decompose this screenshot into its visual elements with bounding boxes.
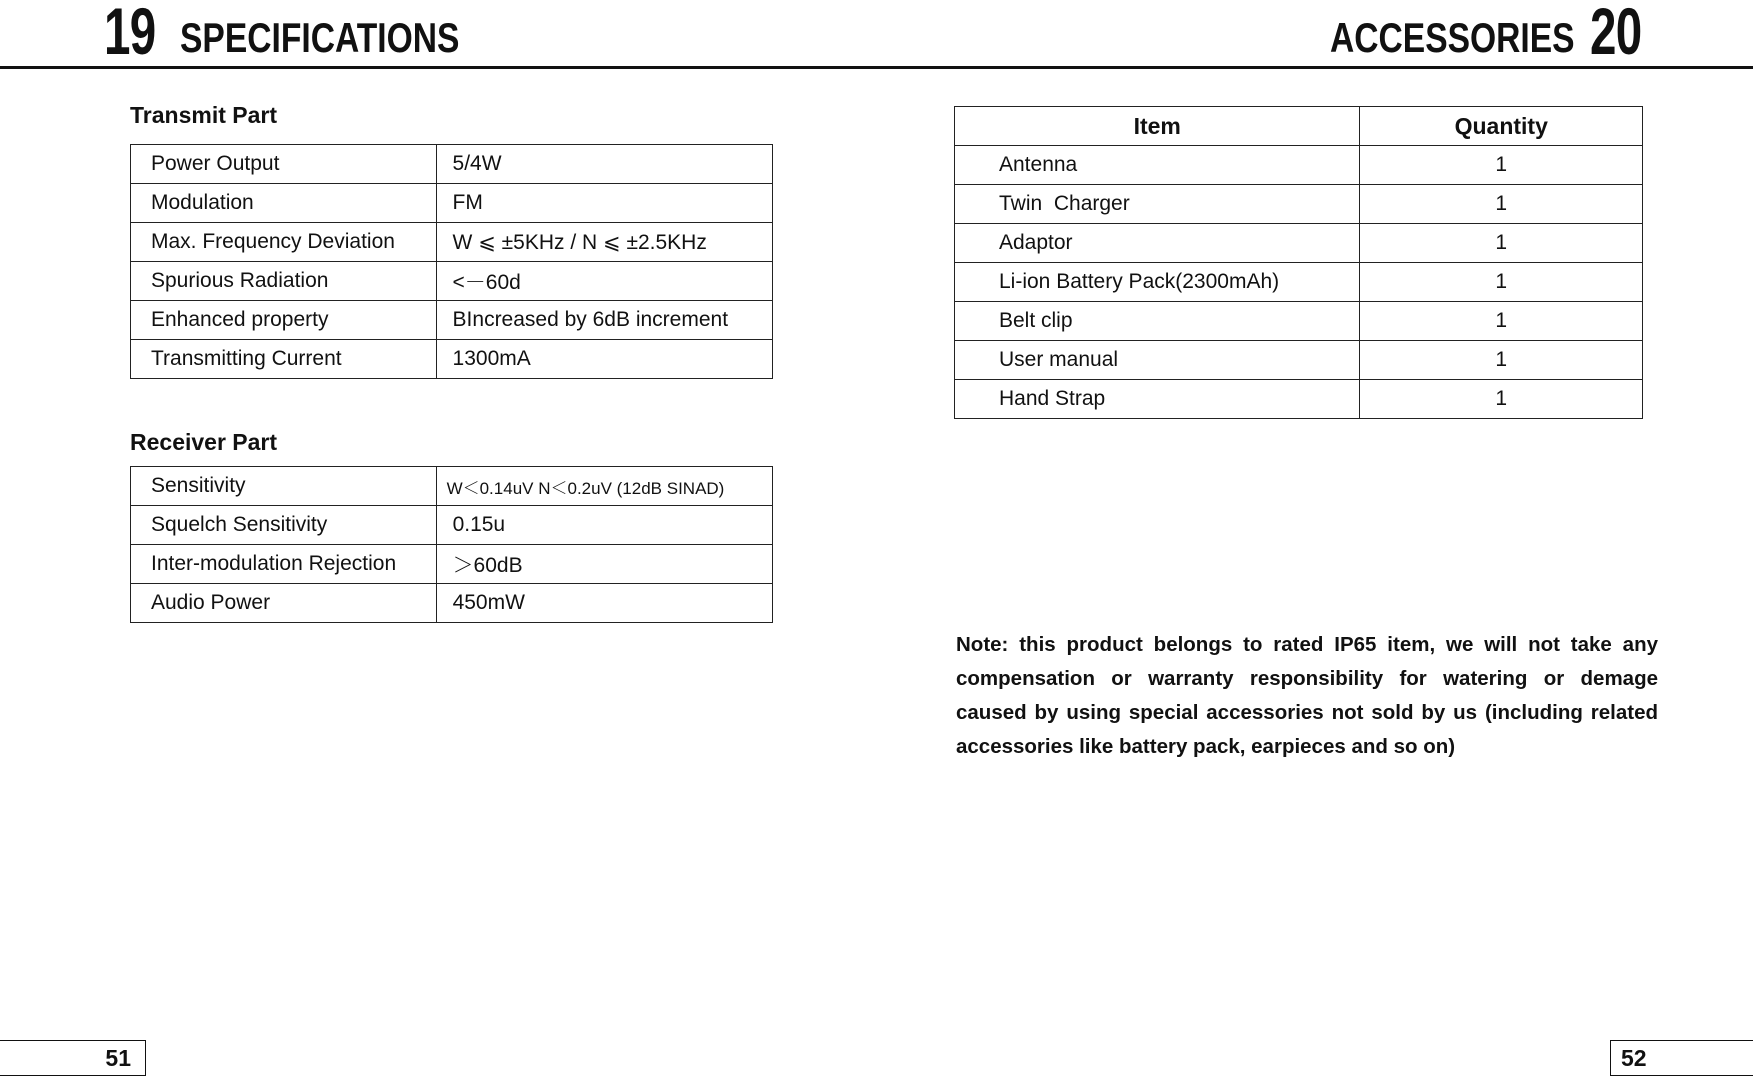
spec-value: W ⩽ ±5KHz / N ⩽ ±2.5KHz	[436, 223, 772, 262]
chapter-title-specifications: SPECIFICATIONS	[180, 14, 460, 61]
table-row	[955, 341, 1643, 380]
accessories-table	[954, 106, 1643, 419]
spec-value: <－60d	[436, 262, 772, 301]
spec-value: 450mW	[436, 584, 772, 623]
spec-label: Squelch Sensitivity	[131, 506, 437, 545]
column-header-quantity: Quantity	[1360, 107, 1643, 146]
transmit-section-title: Transmit Part	[130, 102, 277, 128]
spec-label: Transmitting Current	[131, 340, 437, 379]
chapter-title-accessories: ACCESSORIES	[1330, 14, 1575, 61]
receiver-section-title: Receiver Part	[130, 429, 278, 455]
chapter-number-19: 19	[104, 0, 156, 68]
accessory-quantity: 1	[1360, 341, 1643, 380]
table-row	[955, 263, 1643, 302]
table-row	[131, 506, 773, 545]
accessory-quantity: 1	[1360, 185, 1643, 224]
page-number-left	[0, 1040, 146, 1076]
table-row	[131, 467, 773, 506]
spec-value: FM	[436, 184, 772, 223]
spec-label: Max. Frequency Deviation	[131, 223, 437, 262]
accessory-item: Adaptor	[955, 224, 1360, 263]
accessory-quantity: 1	[1360, 146, 1643, 185]
ip65-note: Note: this product belongs to rated IP65 item, we will not take any compensation or warranty responsibility for watering or demage caused by using special accessories not sold by us (including related accessories like battery pack, earpieces and so on)	[956, 633, 1658, 758]
spec-label: Audio Power	[131, 584, 437, 623]
table-row	[955, 146, 1643, 185]
receiver-spec-table	[130, 466, 773, 623]
table-row	[955, 380, 1643, 419]
accessory-item: Li-ion Battery Pack(2300mAh)	[955, 263, 1360, 302]
table-header-row	[955, 107, 1643, 146]
spec-label: Spurious Radiation	[131, 262, 437, 301]
spec-value: 1300mA	[436, 340, 772, 379]
accessory-item: Belt clip	[955, 302, 1360, 341]
spec-label: Enhanced property	[131, 301, 437, 340]
accessory-item: Antenna	[955, 146, 1360, 185]
column-header-item: Item	[955, 107, 1360, 146]
spec-value: ＞60dB	[436, 545, 772, 584]
accessory-quantity: 1	[1360, 380, 1643, 419]
spec-value: W＜0.14uV N＜0.2uV (12dB SINAD)	[436, 467, 772, 506]
accessory-item: Twin Charger	[955, 185, 1360, 224]
spec-value: 5/4W	[436, 145, 772, 184]
transmit-spec-table	[130, 144, 773, 379]
table-row	[955, 224, 1643, 263]
chapter-number-20: 20	[1590, 0, 1642, 68]
table-row	[131, 340, 773, 379]
spec-label: Inter-modulation Rejection	[131, 545, 437, 584]
page-number-left-text: 51	[105, 1045, 131, 1071]
table-row	[131, 184, 773, 223]
table-row	[131, 584, 773, 623]
accessory-quantity: 1	[1360, 263, 1643, 302]
table-row	[131, 223, 773, 262]
accessory-item: Hand Strap	[955, 380, 1360, 419]
spec-label: Sensitivity	[131, 467, 437, 506]
page-number-right-text: 52	[1621, 1045, 1647, 1071]
accessory-quantity: 1	[1360, 302, 1643, 341]
accessory-item: User manual	[955, 341, 1360, 380]
table-row	[131, 145, 773, 184]
table-row	[131, 262, 773, 301]
table-row	[131, 545, 773, 584]
table-row	[955, 185, 1643, 224]
spec-value: BIncreased by 6dB increment	[436, 301, 772, 340]
spec-value: 0.15u	[436, 506, 772, 545]
accessory-quantity: 1	[1360, 224, 1643, 263]
header-divider	[0, 66, 1753, 69]
spec-label: Modulation	[131, 184, 437, 223]
table-row	[955, 302, 1643, 341]
page-number-right	[1610, 1040, 1753, 1076]
spec-label: Power Output	[131, 145, 437, 184]
table-row	[131, 301, 773, 340]
